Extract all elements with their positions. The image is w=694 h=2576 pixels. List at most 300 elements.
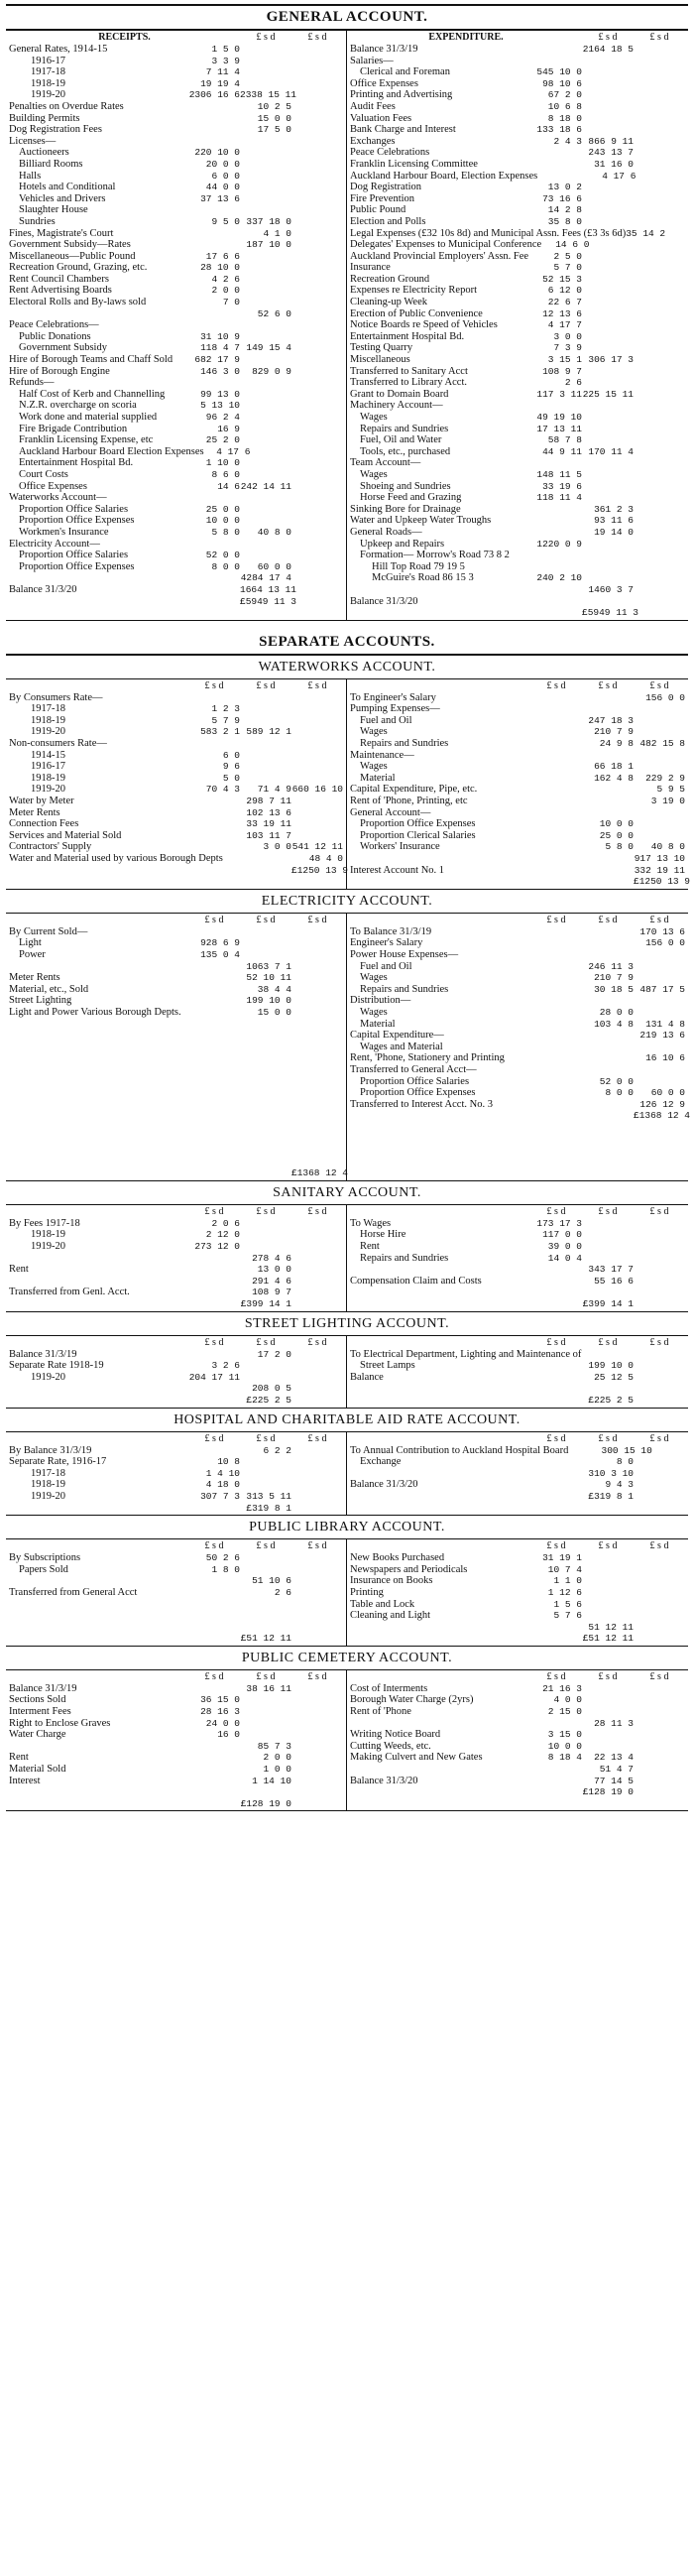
ledger-label: Repairs and Sundries (360, 1252, 449, 1264)
ledger-amount-inner: 10 6 8 (547, 100, 582, 112)
ledger-row (9, 424, 343, 435)
ledger-row (9, 136, 343, 148)
ledger-amount-total: £1250 13 9 (634, 876, 691, 888)
ledger-label: Hire of Borough Teams and Chaff Sold (9, 354, 174, 366)
ledger-label: Work done and material supplied (19, 412, 158, 423)
ledger-row (350, 216, 685, 228)
ledger-amount-inner: 37 13 6 (200, 192, 240, 204)
units-heading: £ s d (307, 1432, 327, 1444)
ledger-row (9, 818, 343, 830)
ledger-row (350, 527, 685, 539)
units-header (9, 915, 343, 926)
ledger-row (9, 853, 343, 865)
ledger-label: Fines, Magistrate's Court (9, 227, 114, 239)
ledger-label: To Electrical Department, Lighting and Maintenance of (350, 1348, 582, 1360)
ledger-label: Balance 31/3/20 (350, 1479, 418, 1491)
ledger-amount-inner: 99 13 0 (200, 388, 240, 400)
ledger-row (350, 1099, 685, 1111)
ledger-amount-sub: 77 14 5 (594, 1775, 634, 1786)
ledger-row (350, 56, 685, 67)
ledger-row (9, 504, 343, 516)
ledger-amount-sub: 187 10 0 (246, 239, 291, 251)
ledger-label: Rent of 'Phone (350, 1706, 411, 1718)
ledger-label: 1917-18 (31, 1467, 65, 1479)
ledger-amount-sub: 19 14 0 (594, 526, 634, 538)
ledger-row (350, 1694, 685, 1706)
ledger-row (350, 1007, 685, 1019)
ledger-amount-sub: 313 5 11 (246, 1490, 291, 1502)
units-heading: £ s d (649, 914, 669, 925)
ledger-label: Wages (360, 412, 388, 423)
ledger-amount-inner: 9 5 0 (211, 215, 240, 227)
ledger-amount-sub: 13 0 0 (257, 1264, 291, 1276)
units-heading: £ s d (204, 1205, 224, 1217)
ledger-label: Peace Celebrations (350, 147, 430, 159)
ledger-row (350, 972, 685, 984)
ledger-row (9, 937, 343, 949)
ledger-label: Recreation Ground (350, 273, 430, 285)
ledger-row (9, 274, 343, 286)
ledger-row (350, 1622, 685, 1634)
ledger-label: Proportion Office Expenses (19, 560, 135, 572)
ledger-label: Rent Council Chambers (9, 273, 109, 285)
ledger-label: Entertainment Hospital Bd. (350, 330, 465, 342)
ledger-row (9, 1764, 343, 1776)
ledger-row (9, 1786, 343, 1798)
ledger-row (350, 331, 685, 343)
ledger-amount-inner: 44 0 0 (205, 182, 240, 193)
ledger-row (350, 807, 685, 819)
ledger-row (350, 1468, 685, 1480)
receipts-heading: RECEIPTS. (98, 32, 151, 43)
ledger-row (350, 961, 685, 973)
ledger-row (9, 1064, 343, 1076)
ledger-amount-sub: 40 8 0 (257, 526, 291, 538)
ledger-amount-total: 917 13 10 (634, 853, 685, 864)
ledger-amount-inner: 4 2 6 (211, 273, 240, 285)
ledger-amount-sub: 6 2 2 (263, 1444, 291, 1456)
ledger-row (9, 1287, 343, 1298)
account-title: STREET LIGHTING ACCOUNT. (244, 1315, 450, 1331)
ledger-amount-total: £1368 12 4 (634, 1110, 691, 1122)
ledger-label: Material (360, 1018, 396, 1030)
units-heading: £ s d (598, 679, 618, 691)
ledger-row (350, 285, 685, 297)
units-header (9, 1671, 343, 1683)
ledger-amount-inner: 5 8 0 (211, 526, 240, 538)
ledger-amount-sub: 1 0 0 (263, 1764, 291, 1776)
ledger-row (9, 1729, 343, 1741)
ledger-amount-total: £1250 13 9 (291, 864, 349, 876)
ledger-label: Meter Rents (9, 972, 60, 984)
ledger-label: 1919-20 (31, 1241, 65, 1253)
units-heading: £ s d (256, 1336, 276, 1348)
ledger-amount-sub: 298 7 11 (246, 796, 291, 807)
ledger-row (350, 297, 685, 308)
ledger-label: Electricity Account— (9, 538, 100, 550)
account-title: HOSPITAL AND CHARITABLE AID RATE ACCOUNT. (174, 1411, 520, 1427)
ledger-row (9, 1042, 343, 1053)
ledger-label: Auctioneers (19, 147, 69, 159)
ledger-row (9, 354, 343, 366)
ledger-row (9, 561, 343, 573)
ledger-amount-inner: 52 0 0 (205, 550, 240, 561)
units-header (9, 1337, 343, 1349)
ledger-label: Exchange (360, 1456, 402, 1468)
ledger-row (350, 457, 685, 469)
ledger-amount-inner: 25 2 0 (205, 434, 240, 446)
ledger-label: Interment Fees (9, 1706, 71, 1718)
ledger-amount-sub: 102 13 6 (246, 806, 291, 818)
ledger-amount-sub: 343 17 7 (588, 1264, 634, 1276)
ledger-row (9, 342, 343, 354)
ledger-label: Formation— Morrow's Road 73 8 2 (360, 550, 510, 561)
ledger-label: Hire of Borough Engine (9, 365, 110, 377)
ledger-amount-inner: 118 4 7 (200, 342, 240, 354)
ledger-amount-sub: 17 5 0 (257, 124, 291, 136)
ledger-row (350, 1729, 685, 1741)
ledger-amount-inner: 1 1 0 (553, 1575, 582, 1587)
ledger-amount-sub: 2338 15 11 (240, 89, 297, 101)
ledger-label: Balance (350, 1371, 384, 1383)
ledger-label: Balance 31/3/19 (9, 1348, 77, 1360)
ledger-amount-inner: 35 14 2 (626, 227, 666, 239)
ledger-label: To Engineer's Salary (350, 691, 436, 703)
ledger-row (9, 78, 343, 90)
ledger-row (350, 1030, 685, 1042)
ledger-amount-sub: 149 15 4 (246, 342, 291, 354)
ledger-amount-inner: 50 2 6 (205, 1552, 240, 1564)
ledger-label: Engineer's Salary (350, 937, 423, 949)
ledger-amount-inner: 307 7 3 (200, 1490, 240, 1502)
ledger-label: Proportion Office Expenses (360, 1087, 476, 1099)
account-payments-column (347, 914, 691, 1180)
ledger-row (9, 1276, 343, 1288)
ledger-amount-sub: 108 9 7 (252, 1287, 291, 1298)
ledger-label: 1918-19 (31, 714, 65, 726)
account-table (6, 1336, 688, 1409)
ledger-label: Pumping Expenses— (350, 703, 440, 715)
ledger-row (350, 124, 685, 136)
ledger-row (9, 1145, 343, 1157)
ledger-amount-sub: 278 4 6 (252, 1252, 291, 1264)
ledger-amount-inner: 14 6 (217, 480, 240, 492)
ledger-row (350, 492, 685, 504)
ledger-row (9, 750, 343, 762)
ledger-label: Interest (9, 1775, 41, 1786)
ledger-label: Newspapers and Periodicals (350, 1563, 468, 1575)
account-payments-column (347, 1432, 688, 1516)
ledger-row (9, 761, 343, 773)
ledger-amount-sub: 71 4 9 (257, 784, 291, 796)
ledger-label: Valuation Fees (350, 112, 412, 124)
ledger-amount-sub: 60 0 0 (257, 560, 291, 572)
account-table (6, 1539, 688, 1647)
units-heading: £ s d (256, 914, 276, 925)
ledger-amount-sub: 1664 13 11 (240, 583, 297, 595)
ledger-label: 1914-15 (31, 749, 65, 761)
ledger-row (350, 550, 685, 561)
ledger-label: Government Subsidy (19, 342, 107, 354)
ledger-label: 1916-17 (31, 55, 65, 66)
ledger-amount-inner: 16 0 (217, 1729, 240, 1741)
ledger-row (9, 841, 343, 853)
ledger-amount-total: 219 13 6 (639, 1030, 685, 1042)
ledger-row (350, 865, 685, 877)
ledger-amount-inner: 28 10 0 (200, 262, 240, 274)
units-heading: £ s d (204, 1670, 224, 1682)
ledger-amount-sub: 22 13 4 (594, 1752, 634, 1764)
ledger-amount-total: 5 9 5 (656, 784, 685, 796)
ledger-row (9, 596, 343, 608)
ledger-label: Water and Material used by various Borough Depts (9, 853, 223, 864)
ledger-row (9, 113, 343, 125)
ledger-row (350, 354, 685, 366)
ledger-row (9, 147, 343, 159)
ledger-amount-sub: 8 0 (616, 1456, 634, 1468)
ledger-amount-sub: 8 0 0 (605, 1087, 634, 1099)
ledger-amount-inner: 8 18 4 (547, 1752, 582, 1764)
account-title: PUBLIC LIBRARY ACCOUNT. (249, 1520, 445, 1535)
ledger-label: Tools, etc., purchased (360, 445, 451, 457)
ledger-amount-total: 156 0 0 (645, 691, 685, 703)
ledger-row (350, 1683, 685, 1695)
ledger-amount-inner: 117 3 11 (536, 388, 582, 400)
ledger-row (9, 377, 343, 389)
ledger-row (9, 692, 343, 704)
ledger-amount-inner: 2 6 (564, 377, 582, 389)
ledger-amount-total: 487 17 5 (639, 983, 685, 995)
ledger-row (9, 446, 343, 458)
ledger-row (350, 841, 685, 853)
ledger-row (350, 1253, 685, 1265)
ledger-amount-inner: 12 13 6 (542, 307, 582, 319)
ledger-label: Erection of Public Convenience (350, 307, 483, 319)
ledger-amount-sub: 51 12 11 (588, 1621, 634, 1633)
ledger-row (9, 1157, 343, 1168)
ledger-row (9, 584, 343, 596)
ledger-amount-inner: 1 12 6 (547, 1586, 582, 1598)
ledger-amount-sub: 4 1 0 (263, 227, 291, 239)
ledger-row (9, 1752, 343, 1764)
units-heading: £ s d (649, 1540, 669, 1552)
ledger-amount-inner: 682 17 9 (194, 354, 240, 366)
ledger-row (9, 412, 343, 424)
ledger-label: Distribution— (350, 995, 411, 1007)
ledger-amount-sub: £225 2 5 (246, 1394, 291, 1406)
ledger-amount-sub: £5949 11 3 (582, 607, 639, 619)
ledger-amount-inner: 10 0 0 (547, 1740, 582, 1752)
ledger-amount-inner: 3 15 0 (547, 1729, 582, 1741)
units-heading: £ s d (307, 1336, 327, 1348)
ledger-label: Writing Notice Board (350, 1729, 441, 1741)
units-heading: £ s d (546, 679, 566, 691)
ledger-amount-inner: 31 10 9 (200, 330, 240, 342)
ledger-row (350, 1575, 685, 1587)
units-heading: £ s d (307, 1540, 327, 1552)
account-table (6, 1432, 688, 1517)
ledger-row (9, 773, 343, 785)
ledger-row (9, 251, 343, 263)
ledger-amount-inner: 7 3 9 (553, 342, 582, 354)
units-heading: £ s d (598, 32, 618, 43)
ledger-row (350, 995, 685, 1007)
ledger-amount-sub: 31 16 0 (594, 158, 634, 170)
ledger-row (350, 715, 685, 727)
ledger-amount-sub: 15 0 0 (257, 112, 291, 124)
ledger-label: 1918-19 (31, 772, 65, 784)
ledger-row (9, 1599, 343, 1611)
account-table (6, 1205, 688, 1312)
account-table (6, 914, 691, 1181)
ledger-label: Franklin Licensing Expense, etc (19, 434, 154, 446)
ledger-label: Light (19, 937, 42, 949)
ledger-amount-inner: 17 13 11 (536, 423, 582, 434)
ledger-row (9, 1564, 343, 1576)
ledger-label: Insurance on Books (350, 1575, 433, 1587)
units-heading: £ s d (546, 914, 566, 925)
ledger-label: Rent, 'Phone, Stationery and Printing (350, 1052, 505, 1064)
ledger-row (350, 274, 685, 286)
units-heading: £ s d (546, 1432, 566, 1444)
ledger-amount-inner: 3 3 9 (211, 55, 240, 66)
ledger-label: Rent (9, 1264, 29, 1276)
ledger-row (9, 1445, 343, 1457)
ledger-amount-total: 60 0 0 (650, 1087, 685, 1099)
units-header (9, 1540, 343, 1552)
ledger-amount-sub: 247 18 3 (588, 714, 634, 726)
ledger-amount-sub: 829 0 9 (252, 365, 291, 377)
ledger-row (9, 1349, 343, 1361)
ledger-amount-inner: 2 12 0 (205, 1229, 240, 1241)
ledger-row (9, 1683, 343, 1695)
ledger-label: Vehicles and Drivers (19, 192, 106, 204)
account-receipts-column (6, 914, 347, 1180)
ledger-label: Material, etc., Sold (9, 983, 89, 995)
ledger-row (9, 1575, 343, 1587)
ledger-amount-sub: 589 12 1 (246, 726, 291, 738)
units-heading: £ s d (204, 679, 224, 691)
ledger-label: Auckland Harbour Board, Election Expenses (350, 170, 538, 182)
ledger-row (9, 1133, 343, 1145)
ledger-label: 1916-17 (31, 761, 65, 773)
units-header (9, 680, 343, 692)
ledger-row (350, 424, 685, 435)
ledger-label: Water Charge (9, 1729, 66, 1741)
ledger-amount-inner: 28 16 3 (200, 1706, 240, 1718)
ledger-amount-inner: 10 8 (217, 1456, 240, 1468)
ledger-label: Halls (19, 170, 42, 182)
ledger-label: Papers Sold (19, 1563, 68, 1575)
ledger-label: Rent of 'Phone, Printing, etc (350, 796, 468, 807)
ledger-amount-sub: 52 0 0 (599, 1075, 634, 1087)
ledger-label: Dog Registration Fees (9, 124, 102, 136)
ledger-row (350, 738, 685, 750)
ledger-amount-inner: 44 9 11 (542, 445, 582, 457)
ledger-row (9, 1372, 343, 1384)
ledger-amount-inner: 146 3 0 (200, 365, 240, 377)
ledger-amount-sub: 5 8 0 (605, 841, 634, 853)
ledger-row (350, 949, 685, 961)
ledger-row (9, 1007, 343, 1019)
ledger-amount-inner: 5 7 0 (553, 262, 582, 274)
ledger-row (9, 703, 343, 715)
ledger-row (9, 572, 343, 584)
ledger-amount-sub: 162 4 8 (594, 772, 634, 784)
ledger-amount-inner: 17 6 6 (205, 250, 240, 262)
account-title: WATERWORKS ACCOUNT. (258, 659, 436, 675)
ledger-label: Exchanges (350, 135, 396, 147)
ledger-row (350, 750, 685, 762)
account-payments-column (347, 1336, 688, 1408)
account-title: SANITARY ACCOUNT. (273, 1184, 421, 1200)
ledger-label: Rent (9, 1752, 29, 1764)
ledger-amount-inner: 1 5 0 (211, 44, 240, 55)
units-heading: £ s d (598, 1205, 618, 1217)
ledger-row (350, 1019, 685, 1031)
ledger-amount-inner: 24 0 0 (205, 1717, 240, 1729)
ledger-row (350, 319, 685, 331)
ledger-amount-inner: 4 17 7 (547, 319, 582, 331)
ledger-row (350, 182, 685, 193)
ledger-amount-sub: 210 7 9 (594, 726, 634, 738)
ledger-row (9, 550, 343, 561)
ledger-row (9, 101, 343, 113)
ledger-row (9, 726, 343, 738)
ledger-row (350, 515, 685, 527)
ledger-amount-inner: 10 0 0 (205, 515, 240, 527)
ledger-label: Public Pound (350, 204, 406, 216)
ledger-amount-inner: 7 11 4 (205, 66, 240, 78)
ledger-amount-inner: 1 2 3 (211, 703, 240, 715)
ledger-row (350, 1372, 685, 1384)
ledger-amount-inner: 2 5 0 (553, 250, 582, 262)
account-title: ELECTRICITY ACCOUNT. (261, 893, 433, 909)
ledger-label: Transferred to General Acct— (350, 1063, 477, 1075)
ledger-amount-sub: £51 12 11 (582, 1633, 634, 1645)
units-header (350, 915, 685, 926)
ledger-amount-total: 229 2 9 (645, 772, 685, 784)
ledger-label: General Roads— (350, 526, 422, 538)
expenditure-header (350, 32, 685, 44)
ledger-amount-sub: 30 18 5 (594, 983, 634, 995)
units-heading: £ s d (649, 1205, 669, 1217)
ledger-amount-total: 3 19 0 (650, 796, 685, 807)
ledger-label: Street Lamps (360, 1360, 415, 1372)
account-receipts-column (6, 1432, 347, 1516)
ledger-label: Horse Hire (360, 1229, 406, 1241)
ledger-row (350, 853, 685, 865)
ledger-row (350, 469, 685, 481)
ledger-row (9, 1479, 343, 1491)
ledger-label: Interest Account No. 1 (350, 864, 445, 876)
ledger-amount-inner: 1 4 10 (205, 1467, 240, 1479)
ledger-amount-inner: 49 19 10 (536, 412, 582, 423)
ledger-label: Balance 31/3/20 (350, 595, 418, 607)
ledger-amount-total: 482 15 8 (639, 738, 685, 750)
ledger-amount-sub: 52 10 11 (246, 972, 291, 984)
ledger-row (350, 1718, 685, 1730)
ledger-label: Capital Expenditure, Pipe, etc. (350, 784, 478, 796)
ledger-label: Audit Fees (350, 100, 396, 112)
ledger-label: Borough Water Charge (2yrs) (350, 1694, 474, 1706)
ledger-label: Hotels and Conditional (19, 182, 116, 193)
account-payments-column (347, 679, 691, 889)
units-heading: £ s d (256, 1670, 276, 1682)
ledger-amount-inner: 21 16 3 (542, 1682, 582, 1694)
ledger-amount-sub: £51 12 11 (240, 1633, 291, 1645)
ledger-row (350, 147, 685, 159)
